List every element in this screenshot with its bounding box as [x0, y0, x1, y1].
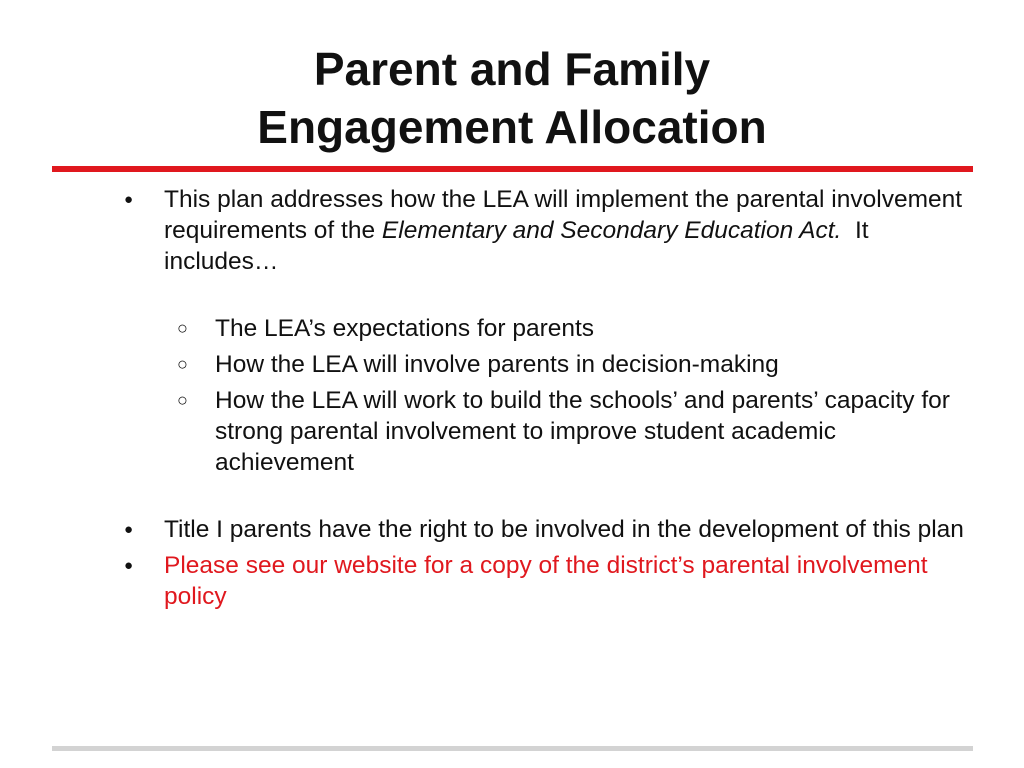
- title-divider-red: [52, 166, 973, 172]
- bullet-marker: ●: [124, 557, 134, 574]
- subitem-capacity: [177, 385, 970, 478]
- title-line-1: Parent and Family: [313, 43, 711, 95]
- bullet-marker: ●: [124, 191, 134, 208]
- sub-marker: ○: [177, 354, 188, 374]
- bullet-plan-addresses: [124, 184, 964, 277]
- bullet-text-red: Please see our website for a copy of the district’s parental involvement policy: [164, 552, 928, 610]
- bullet-title-i-parents: [124, 514, 964, 545]
- bullet-text-tail: It includes…: [164, 217, 876, 275]
- bullet-text: Title I parents have the right to be involved in the development of this plan: [164, 516, 964, 543]
- act-name-italic: Elementary and Secondary Education Act.: [381, 217, 842, 244]
- bullet-text: This plan addresses how the LEA will implement the parental involvement requirements of the: [164, 186, 963, 244]
- bullet-marker: ●: [124, 521, 134, 538]
- subitem-text: The LEA’s expectations for parents: [215, 315, 595, 342]
- subitem-text: How the LEA will involve parents in decision-making: [215, 351, 779, 378]
- subitem-decision-making: [177, 349, 970, 380]
- slide-title: [0, 40, 1024, 156]
- subitem-text: How the LEA will work to build the schools’ and parents’ capacity for strong parental involvement to improve student academic achievement: [215, 387, 950, 476]
- footer-divider-gray: [52, 746, 973, 751]
- title-line-2: Engagement Allocation: [257, 101, 767, 153]
- bullet-website-policy: [124, 550, 964, 612]
- sub-marker: ○: [177, 318, 188, 338]
- subitem-expectations: [177, 313, 970, 344]
- sub-marker: ○: [177, 390, 188, 410]
- slide-body: [0, 184, 1024, 612]
